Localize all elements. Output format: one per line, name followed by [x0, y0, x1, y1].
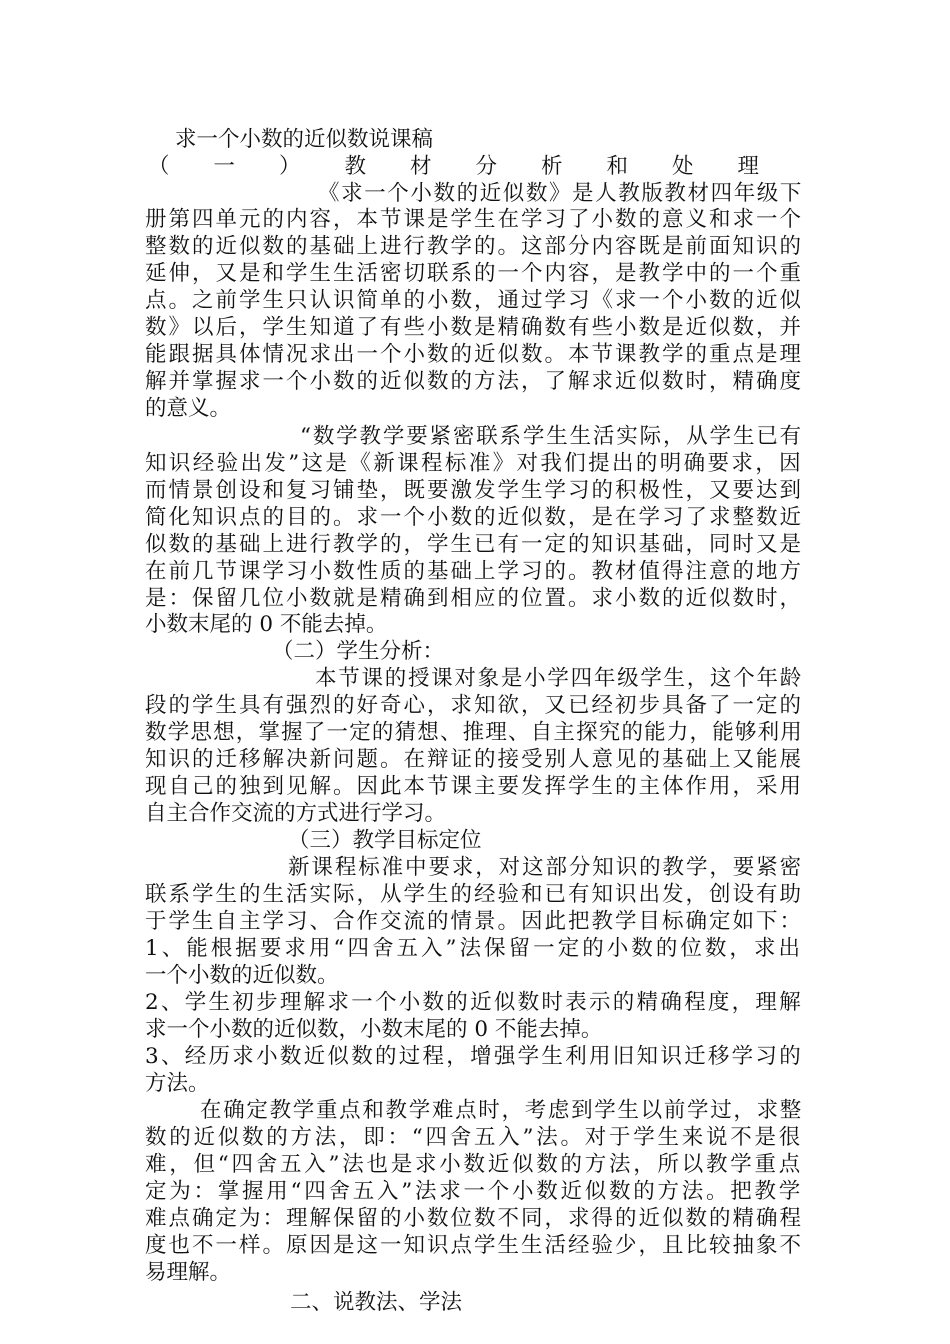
body-line: 本节课的授课对象是小学四年级学生，这个年龄 [315, 666, 803, 691]
body-line: （三）教学目标定位 [288, 828, 482, 853]
body-line: 二、说教法、学法 [290, 1290, 463, 1315]
body-line: 数学思想，掌握了一定的猜想、推理、自主探究的能力，能够利用 [145, 720, 803, 745]
body-line: 简化知识点的目的。求一个小数的近似数，是在学习了求整数近 [145, 505, 803, 530]
body-line: 于学生自主学习、合作交流的情景。因此把教学目标确定如下： [145, 909, 803, 934]
body-line: 整数的近似数的基础上进行教学的。这部分内容既是前面知识的 [145, 234, 803, 259]
body-line: 3、经历求小数近似数的过程，增强学生利用旧知识迁移学习的 [145, 1044, 803, 1069]
body-line: 知识经验出发”这是《新课程标准》对我们提出的明确要求，因 [145, 451, 803, 476]
body-line: 难，但“四舍五入”法也是求小数近似数的方法，所以教学重点 [145, 1152, 803, 1177]
body-line: 现自己的独到见解。因此本节课主要发挥学生的主体作用，采用 [145, 774, 803, 799]
body-line: 1、能根据要求用“四舍五入”法保留一定的小数的位数，求出 [145, 936, 804, 961]
body-line: 《求一个小数的近似数》是人教版教材四年级下 [318, 181, 803, 206]
body-line: 难点确定为：理解保留的小数位数不同，求得的近似数的精确程 [145, 1206, 803, 1231]
body-line: 一个小数的近似数。 [145, 963, 339, 988]
body-line: 数的近似数的方法，即：“四舍五入”法。对于学生来说不是很 [145, 1125, 803, 1150]
body-line: （二）学生分析： [272, 639, 445, 664]
body-line: 似数的基础上进行教学的，学生已有一定的知识基础，同时又是 [145, 532, 803, 557]
body-line: 而情景创设和复习铺垫，既要激发学生学习的积极性，又要达到 [145, 478, 803, 503]
body-line: 的意义。 [145, 396, 232, 421]
body-line: “数学教学要紧密联系学生生活实际，从学生已有 [300, 424, 803, 449]
body-line: 数》以后，学生知道了有些小数是精确数有些小数是近似数，并 [145, 315, 803, 340]
body-line: 联系学生的生活实际，从学生的经验和已有知识出发，创设有助 [145, 882, 803, 907]
body-line: 知识的迁移解决新问题。在辩证的接受别人意见的基础上又能展 [145, 747, 803, 772]
body-line: 度也不一样。原因是这一知识点学生生活经验少，且比较抽象不 [145, 1233, 803, 1258]
body-line: 点。之前学生只认识简单的小数，通过学习《求一个小数的近似 [145, 288, 803, 313]
body-line: 延伸，又是和学生生活密切联系的一个内容，是教学中的一个重 [145, 261, 803, 286]
body-line: （一）教材分析和处理 [148, 154, 803, 179]
body-line: 求一个小数的近似数，小数末尾的 0 不能去掉。 [145, 1017, 603, 1042]
body-line: 小数末尾的 0 不能去掉。 [145, 612, 388, 637]
body-line: 定为：掌握用“四舍五入”法求一个小数近似数的方法。把教学 [145, 1179, 803, 1204]
document-title: 求一个小数的近似数说课稿 [175, 127, 434, 152]
body-line: 2、学生初步理解求一个小数的近似数时表示的精确程度，理解 [145, 990, 803, 1015]
body-line: 方法。 [145, 1071, 210, 1096]
body-line: 册第四单元的内容，本节课是学生在学习了小数的意义和求一个 [145, 207, 803, 232]
body-line: 在确定教学重点和教学难点时，考虑到学生以前学过，求整 [200, 1098, 803, 1123]
body-line: 解并掌握求一个小数的近似数的方法，了解求近似数时，精确度 [145, 369, 803, 394]
body-line: 是：保留几位小数就是精确到相应的位置。求小数的近似数时， [145, 586, 803, 611]
body-line: 新课程标准中要求，对这部分知识的教学，要紧密 [288, 855, 803, 880]
body-line: 自主合作交流的方式进行学习。 [145, 801, 447, 826]
body-line: 能跟据具体情况求出一个小数的近似数。本节课教学的重点是理 [145, 342, 803, 367]
body-line: 在前几节课学习小数性质的基础上学习的。教材值得注意的地方 [145, 559, 803, 584]
body-line: 易理解。 [145, 1260, 232, 1285]
body-line: 段的学生具有强烈的好奇心，求知欲，又已经初步具备了一定的 [145, 693, 803, 718]
